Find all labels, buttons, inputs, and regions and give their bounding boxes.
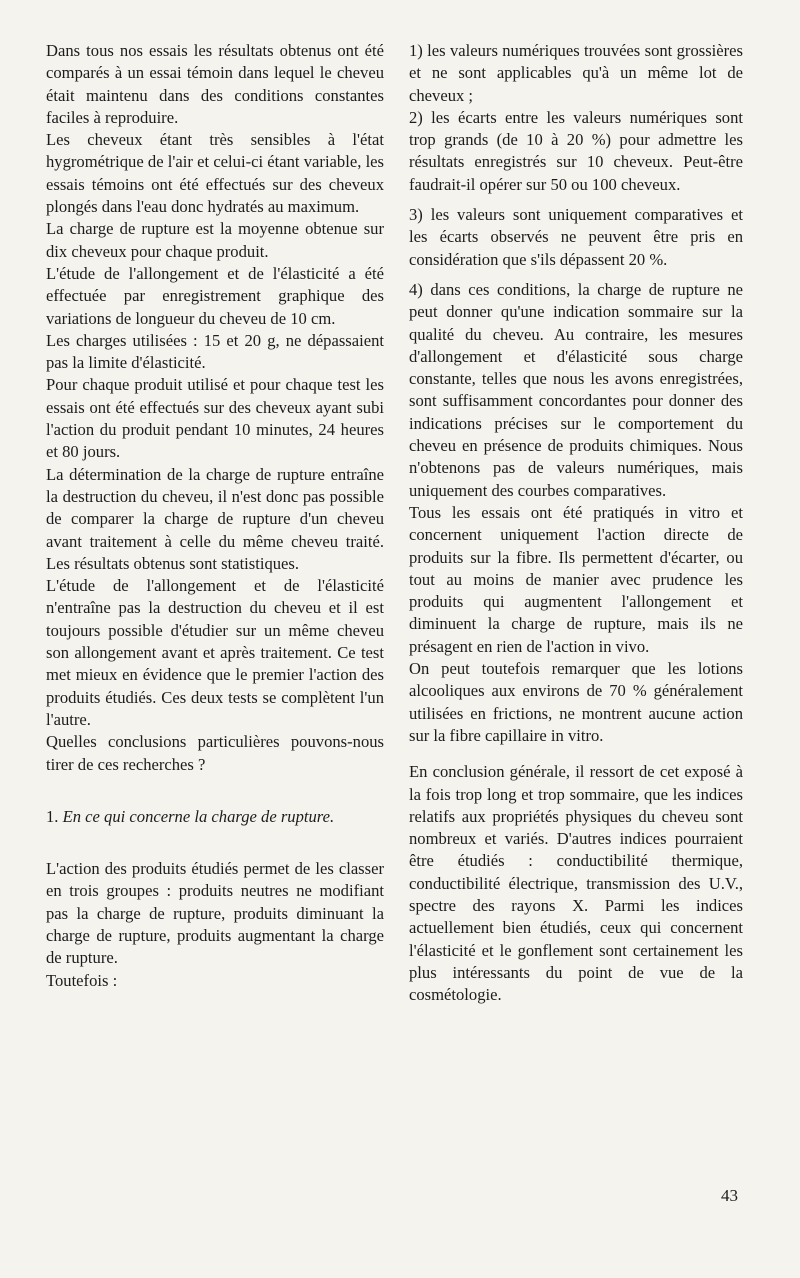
page-number: 43 (721, 1186, 738, 1205)
list-item: 4) dans ces conditions, la charge de rupture ne peut donner qu'une indication sommaire sur la qualité du cheveu. Au contraire, les mesures d'allongement et d'élasticité sous charge constante, telles que nous les avons enregistrées, sont suffisamment concordantes pour donner des indications précises sur le comportement du cheveu en présence de produits chimiques. Nous n'obtenons pas de valeurs numériques, mais uniquement des courbes comparatives. (409, 279, 743, 500)
paragraph: Toutefois : (46, 970, 118, 990)
paragraph: La charge de rupture est la moyenne obtenue sur dix cheveux pour chaque produit. (46, 219, 384, 261)
list-item: 3) les valeurs sont uniquement comparatives et les écarts observés ne peuvent être pris en considération que s'ils dépassent 20 %. (409, 205, 743, 269)
list-item: 1) les valeurs numériques trouvées sont grossières et ne sont applicables qu'à un même lot de cheveux ; (409, 41, 743, 105)
paragraph: On peut toutefois remarquer que les lotions alcooliques aux environs de 70 % généralement utilisées en frictions, ne montrent aucune action sur la fibre capillaire in vitro. (409, 659, 743, 745)
paragraph: L'action des produits étudiés permet de les classer en trois groupes : produits neutres ne modifiant pas la charge de rupture, produits diminuant la charge de rupture, produits augmentant la charge de rupture. (46, 859, 384, 968)
left-column (46, 40, 384, 992)
paragraph: L'étude de l'allongement et de l'élasticité a été effectuée par enregistrement graphique des variations de longueur du cheveu de 10 cm. (46, 263, 384, 328)
list-item: 2) les écarts entre les valeurs numériques sont trop grands (de 10 à 20 %) pour admettre les résultats enregistrés sur 10 cheveux. Peut-être faudrait-il opérer sur 50 ou 100 cheveux. (409, 107, 743, 194)
right-column (409, 40, 743, 1006)
section-heading (46, 806, 384, 828)
paragraph: L'étude de l'allongement et de l'élasticité n'entraîne pas la destruction du cheveu et il est toujours possible d'étudier sur un même cheveu son allongement avant et après traitement. Ce test met mieux en évidence que le premier l'action des produits étudiés. Ces deux tests se complètent l'un l'autre. (46, 576, 384, 729)
paragraph: En conclusion générale, il ressort de cet exposé à la fois trop long et trop sommaire, que les indices relatifs aux propriétés physiques du cheveu sont nombreux et variés. D'autres indices pourraient être étudiés : conductibilité thermique, conductibilité électrique, transmission des U.V., spectre des rayons X. Parmi les indices actuellement bien étudiés, ceux qui concernent l'élasticité et le gonflement sont certainement les plus intéressants du point de vue de la cosmétologie. (409, 762, 743, 1005)
paragraph: Tous les essais ont été pratiqués in vitro et concernent uniquement l'action directe de produits sur la fibre. Ils permettent d'écarter, ou tout au moins de manier avec prudence les produits qui augmentent l'allongement et diminuent la charge de rupture, mais ils ne présagent en rien de l'action in vivo. (409, 502, 743, 656)
paragraph: Quelles conclusions particulières pouvons-nous tirer de ces recherches ? (46, 732, 384, 774)
paragraph: Les charges utilisées : 15 et 20 g, ne dépassaient pas la limite d'élasticité. (46, 330, 384, 373)
paragraph: La détermination de la charge de rupture entraîne la destruction du cheveu, il n'est donc pas possible de comparer la charge de rupture d'un cheveu avant traitement à celle du même cheveu traité. Les résultats obtenus sont statistiques. (46, 464, 384, 573)
paragraph: Pour chaque produit utilisé et pour chaque test les essais ont été effectués sur des cheveux ayant subi l'action du produit pendant 10 minutes, 24 heures et 80 jours. (46, 375, 384, 462)
paragraph: Les cheveux étant très sensibles à l'état hygrométrique de l'air et celui-ci étant variable, les essais témoins ont été effectués sur des cheveux plongés dans l'eau donc hydratés au maximum. (46, 130, 384, 217)
section-heading-text: En ce qui concerne la charge de rupture. (62, 806, 335, 826)
section-heading-number: 1. (46, 806, 63, 826)
paragraph: Dans tous nos essais les résultats obtenus ont été comparés à un essai témoin dans lequel le cheveu était maintenu dans des conditions constantes faciles à reproduire. (46, 41, 384, 127)
